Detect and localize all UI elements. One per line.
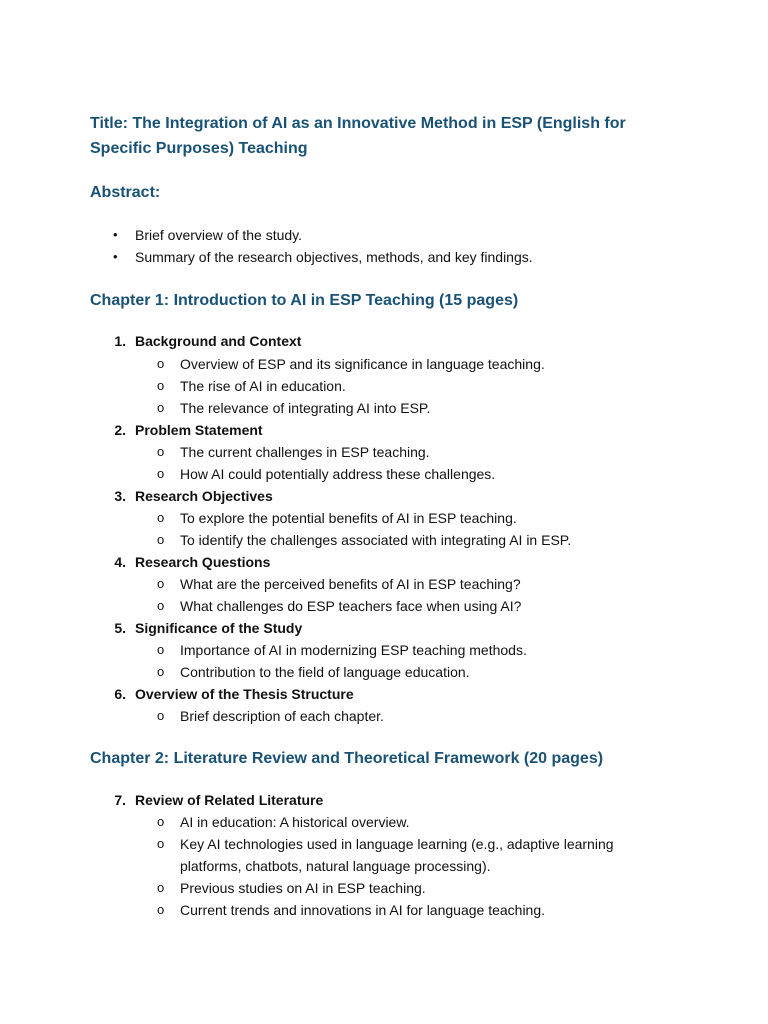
- sub-bullet-marker: o: [157, 598, 165, 613]
- section-title: Background and Context: [135, 333, 302, 349]
- section-number: 2.: [114, 422, 126, 438]
- section-number: 4.: [114, 554, 126, 570]
- sub-bullet-marker: o: [157, 880, 165, 895]
- sub-bullet-marker: o: [157, 532, 165, 547]
- sub-item-text: Current trends and innovations in AI for language teaching.: [180, 902, 546, 918]
- chapter1-heading: Chapter 1: Introduction to AI in ESP Teaching (15 pages): [90, 292, 519, 309]
- sub-bullet-marker: o: [157, 708, 165, 723]
- sub-item-text: Contribution to the field of language education.: [180, 664, 470, 680]
- section-title: Review of Related Literature: [135, 792, 324, 808]
- sub-bullet-marker: o: [157, 664, 165, 679]
- sub-item-text: How AI could potentially address these challenges.: [180, 466, 496, 482]
- sub-item-text: Importance of AI in modernizing ESP teaching methods.: [180, 642, 527, 658]
- sub-item-text: Key AI technologies used in language learning (e.g., adaptive learning platforms, chatbots, natural language processing).: [180, 836, 614, 874]
- bullet-marker: •: [113, 227, 118, 242]
- sub-bullet-marker: o: [157, 356, 165, 371]
- sub-item-text: To identify the challenges associated with integrating AI in ESP.: [180, 532, 572, 548]
- section-number: 7.: [114, 792, 126, 808]
- sub-item-text: Overview of ESP and its significance in language teaching.: [180, 356, 545, 372]
- section-title: Significance of the Study: [135, 620, 303, 636]
- sub-bullet-marker: o: [157, 836, 165, 851]
- sub-item-text: Brief description of each chapter.: [180, 708, 384, 724]
- sub-item-text: Previous studies on AI in ESP teaching.: [180, 880, 426, 896]
- sub-bullet-marker: o: [157, 576, 165, 591]
- bullet-marker: •: [113, 249, 118, 264]
- sub-bullet-marker: o: [157, 814, 165, 829]
- sub-item-text: What are the perceived benefits of AI in ESP teaching?: [180, 576, 521, 592]
- section-title: Overview of the Thesis Structure: [135, 686, 354, 702]
- section-title: Research Questions: [135, 554, 271, 570]
- sub-item-text: What challenges do ESP teachers face when using AI?: [180, 598, 522, 614]
- section-number: 6.: [114, 686, 126, 702]
- sub-item-text: The relevance of integrating AI into ESP.: [180, 400, 431, 416]
- sub-bullet-marker: o: [157, 400, 165, 415]
- section-number: 3.: [114, 488, 126, 504]
- sub-item-text: The current challenges in ESP teaching.: [180, 444, 430, 460]
- section-number: 1.: [114, 333, 126, 349]
- abstract-heading: Abstract:: [90, 184, 161, 201]
- sub-bullet-marker: o: [157, 378, 165, 393]
- sub-bullet-marker: o: [157, 902, 165, 917]
- abstract-bullet-text: Brief overview of the study.: [135, 227, 303, 243]
- section-title: Research Objectives: [135, 488, 273, 504]
- sub-item-text: AI in education: A historical overview.: [180, 814, 410, 830]
- sub-bullet-marker: o: [157, 466, 165, 481]
- section-title: Problem Statement: [135, 422, 263, 438]
- section-number: 5.: [114, 620, 126, 636]
- sub-bullet-marker: o: [157, 510, 165, 525]
- sub-item-text: To explore the potential benefits of AI in ESP teaching.: [180, 510, 517, 526]
- document-title: Title: The Integration of AI as an Innovative Method in ESP (English for Specific Purposes) Teaching: [90, 115, 626, 157]
- chapter2-heading: Chapter 2: Literature Review and Theoretical Framework (20 pages): [90, 750, 604, 767]
- abstract-bullet-text: Summary of the research objectives, methods, and key findings.: [135, 249, 533, 265]
- sub-bullet-marker: o: [157, 642, 165, 657]
- sub-bullet-marker: o: [157, 444, 165, 459]
- sub-item-text: The rise of AI in education.: [180, 378, 346, 394]
